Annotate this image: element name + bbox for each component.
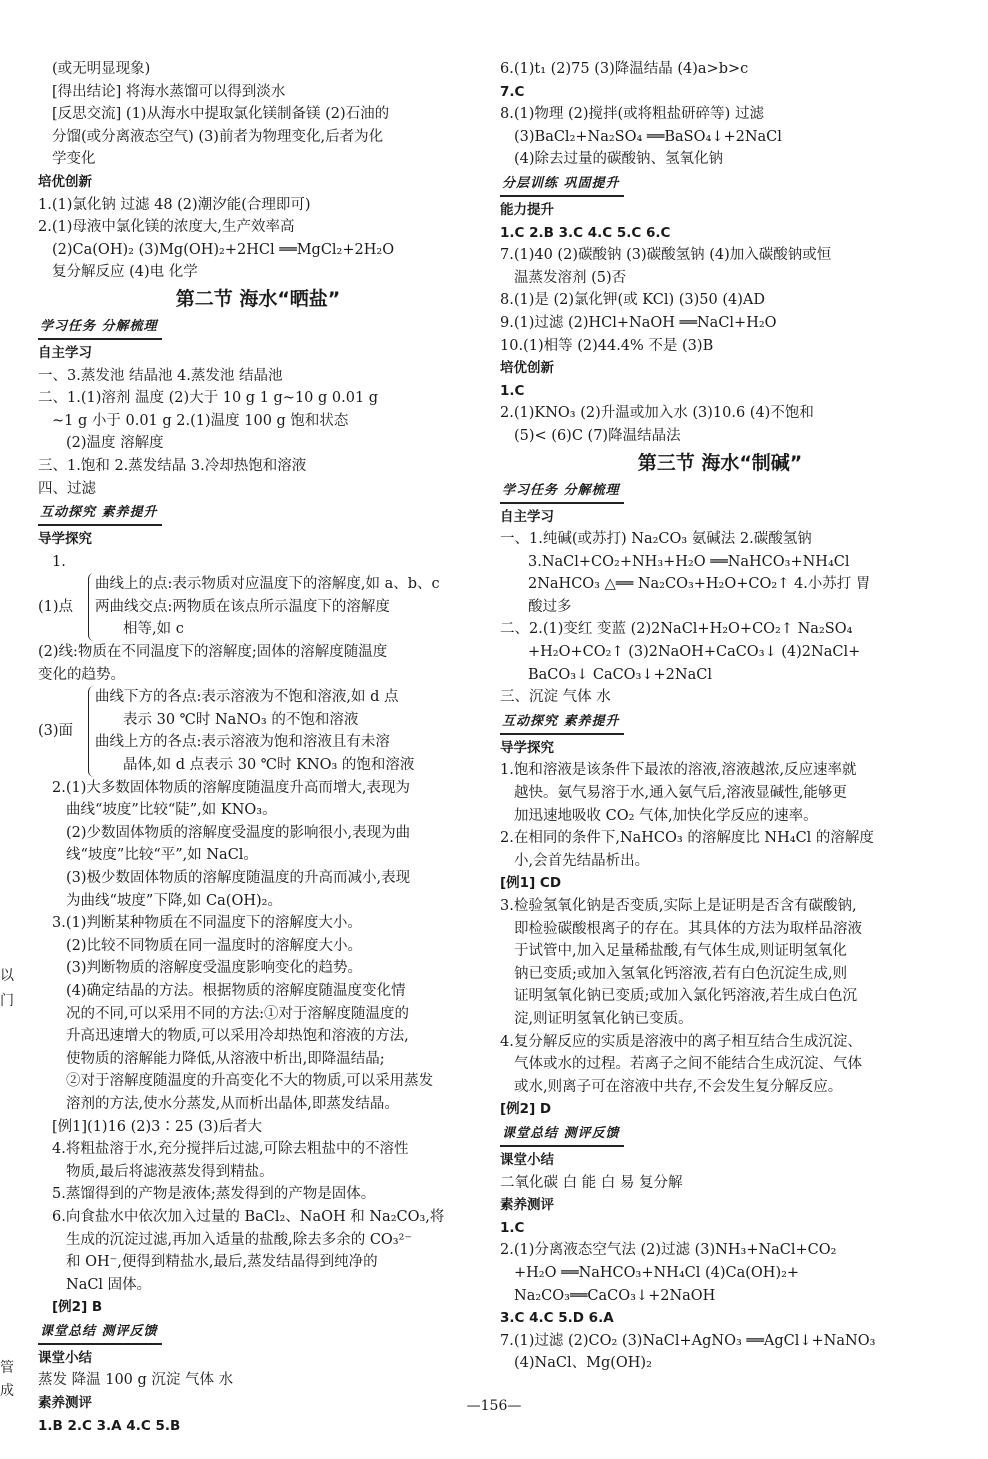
text-line: (或无明显现象): [52, 61, 151, 77]
edge-char: 成: [0, 1383, 14, 1399]
brace-body: [88, 573, 440, 641]
text-line: 3.NaCl+CO₂+NH₃+H₂O ══NaHCO₃+NH₄Cl: [528, 553, 850, 570]
section-banner: 课堂总结 测评反馈: [38, 1322, 162, 1345]
text-line: 3.(1)判断某种物质在不同温度下的溶解度大小。: [52, 915, 362, 932]
text-line: 1.C: [500, 382, 525, 399]
edge-char: 以: [0, 968, 14, 984]
brace-label: (1)点: [38, 598, 74, 615]
section-banner: 互动探究 素养提升: [500, 712, 624, 735]
text-line: 气体或水的过程。若离子之间不能结合生成沉淀、气体: [514, 1056, 862, 1073]
text-line: 5.蒸馏得到的产物是液体;蒸发得到的产物是固体。: [52, 1186, 376, 1203]
section-banner: 学习任务 分解梳理: [38, 317, 162, 340]
edge-char: 门: [0, 993, 14, 1009]
section-heading: 自主学习: [500, 508, 554, 525]
text-line: 越快。氨气易溶于水,通入氨气后,溶液显碱性,能够更: [514, 785, 847, 802]
section-title: 第二节 海水“晒盐”: [175, 287, 341, 310]
section-heading: 培优创新: [38, 173, 92, 190]
text-line: (3)判断物质的溶解度受温度影响变化的趋势。: [66, 960, 363, 977]
text-line: 变化的趋势。: [38, 666, 125, 683]
section-banner: 学习任务 分解梳理: [500, 481, 624, 504]
text-line: 温蒸发溶剂 (5)否: [514, 269, 627, 286]
text-line: 升高迅速增大的物质,可以采用冷却热饱和溶液的方法,: [66, 1028, 409, 1045]
text-line: 况的不同,可以采用不同的方法:①对于溶解度随温度的: [66, 1005, 409, 1022]
text-line: 7.(1)40 (2)碳酸钠 (3)碳酸氢钠 (4)加入碳酸钠或恒: [500, 247, 832, 264]
text-line: (4)NaCl、Mg(OH)₂: [514, 1355, 652, 1372]
text-line: 晶体,如 d 点表示 30 ℃时 KNO₃ 的饱和溶液: [123, 757, 415, 774]
text-line: 二氧化碳 白 能 白 易 复分解: [500, 1174, 683, 1191]
text-line: 2.在相同的条件下,NaHCO₃ 的溶解度比 NH₄Cl 的溶解度: [500, 830, 874, 847]
text-line: 和 OH⁻,便得到精盐水,最后,蒸发结晶得到纯净的: [66, 1254, 378, 1271]
text-line: 7.(1)过滤 (2)CO₂ (3)NaCl+AgNO₃ ══AgCl↓+NaNO₃: [500, 1332, 876, 1349]
text-line: 一、1.纯碱(或苏打) Na₂CO₃ 氨碱法 2.碳酸氢钠: [500, 531, 812, 548]
text-line: 3.C 4.C 5.D 6.A: [500, 1310, 614, 1327]
page-number: —156—: [466, 1398, 522, 1414]
text-line: (5)< (6)C (7)降温结晶法: [514, 427, 681, 444]
section-banner: 课堂总结 测评反馈: [500, 1124, 624, 1147]
right-column: [500, 58, 940, 1375]
section-title: 第三节 海水“制碱”: [637, 451, 803, 474]
text-line: +H₂O ══NaHCO₃+NH₄Cl (4)Ca(OH)₂+: [514, 1264, 800, 1281]
text-line: 8.(1)物理 (2)搅拌(或将粗盐研碎等) 过滤: [500, 106, 764, 123]
section-heading: 课堂小结: [500, 1151, 554, 1168]
section-heading: 素养测评: [38, 1395, 92, 1412]
text-line: 溶剂的方法,使水分蒸发,从而析出晶体,即蒸发结晶。: [66, 1095, 399, 1112]
text-line: 4.复分解反应的实质是溶液中的离子相互结合生成沉淀、: [500, 1033, 862, 1050]
section-heading: 自主学习: [38, 344, 92, 361]
text-line: 学变化: [52, 151, 96, 168]
text-line: 线“坡度”比较“平”,如 NaCl。: [66, 847, 258, 864]
text-line: 曲线下方的各点:表示溶液为不饱和溶液,如 d 点: [95, 689, 399, 706]
text-line: +H₂O+CO₂↑ (3)2NaOH+CaCO₃↓ (4)2NaCl+: [528, 644, 861, 661]
text-line: NaCl 固体。: [66, 1276, 152, 1293]
text-line: 7.C: [500, 83, 525, 100]
text-line: (2)温度 溶解度: [66, 435, 164, 452]
text-line: 或水,则离子可在溶液中共存,不会发生复分解反应。: [514, 1078, 843, 1095]
text-line: 8.(1)是 (2)氯化钾(或 KCl) (3)50 (4)AD: [500, 292, 765, 309]
text-line: 二、1.(1)溶剂 温度 (2)大于 10 g 1 g~10 g 0.01 g: [38, 390, 379, 407]
text-line: 蒸发 降温 100 g 沉淀 气体 水: [38, 1372, 234, 1389]
text-line: 2.(1)母液中氯化镁的浓度大,生产效率高: [38, 219, 295, 236]
text-line: 1.B 2.C 3.A 4.C 5.B: [38, 1417, 181, 1434]
example-answer: [例1](1)16 (2)3∶25 (3)后者大: [52, 1118, 263, 1135]
text-line: (2)少数固体物质的溶解度受温度的影响很小,表现为曲: [66, 824, 411, 841]
text-line: 1.C: [500, 1219, 525, 1236]
section-heading: 素养测评: [500, 1197, 554, 1214]
text-line: 4.将粗盐溶于水,充分搅拌后过滤,可除去粗盐中的不溶性: [52, 1141, 409, 1158]
text-line: 10.(1)相等 (2)44.4% 不是 (3)B: [500, 337, 714, 354]
text-line: 两曲线交点:两物质在该点所示温度下的溶解度: [95, 598, 390, 615]
text-line: 四、过滤: [38, 480, 96, 497]
section-heading: 导学探究: [500, 739, 554, 756]
text-line: 淀,则证明氢氧化钠已变质。: [514, 1010, 693, 1027]
text-line: 三、沉淀 气体 水: [500, 689, 611, 706]
text-line: (2)线:物质在不同温度下的溶解度;固体的溶解度随温度: [38, 644, 388, 661]
text-line: 相等,如 c: [123, 621, 184, 638]
section-heading: 课堂小结: [38, 1349, 92, 1366]
text-line: 2.(1)大多数固体物质的溶解度随温度升高而增大,表现为: [52, 779, 410, 796]
section-banner: 互动探究 素养提升: [38, 503, 162, 526]
example-answer: [例1] CD: [500, 875, 562, 892]
text-line: (2)Ca(OH)₂ (3)Mg(OH)₂+2HCl ══MgCl₂+2H₂O: [52, 241, 395, 258]
text-line: 6.向食盐水中依次加入过量的 BaCl₂、NaOH 和 Na₂CO₃,将: [52, 1208, 445, 1225]
text-line: 曲线上方的各点:表示溶液为饱和溶液且有未溶: [95, 734, 390, 751]
text-line: 小,会首先结晶析出。: [514, 852, 650, 869]
text-line: ②对于溶解度随温度的升高变化不大的物质,可以采用蒸发: [66, 1073, 434, 1090]
text-line: 2.(1)KNO₃ (2)升温或加入水 (3)10.6 (4)不饱和: [500, 405, 814, 422]
section-heading: 导学探究: [38, 531, 92, 548]
text-line: [得出结论] 将海水蒸馏可以得到淡水: [52, 83, 286, 100]
text-line: 3.检验氢氧化钠是否变质,实际上是证明是否含有碳酸钠,: [500, 898, 857, 914]
section-heading: 培优创新: [500, 360, 554, 377]
text-line: Na₂CO₃══CaCO₃↓+2NaOH: [514, 1287, 716, 1304]
text-line: (2)比较不同物质在同一温度时的溶解度大小。: [66, 937, 363, 954]
text-line: 即检验碳酸根离子的存在。其具体的方法为取样品溶液: [514, 920, 862, 937]
text-line: 曲线上的点:表示物质对应温度下的溶解度,如 a、b、c: [95, 576, 440, 593]
edge-char: 管: [0, 1360, 14, 1376]
section-heading: 能力提升: [500, 201, 554, 218]
text-line: 1.: [52, 553, 66, 570]
text-line: 三、1.饱和 2.蒸发结晶 3.冷却热饱和溶液: [38, 457, 307, 474]
brace-block: [38, 686, 478, 776]
text-line: (4)除去过量的碳酸钠、氢氧化钠: [514, 151, 724, 168]
left-column: [38, 58, 478, 1437]
text-line: 1.(1)氯化钠 过滤 48 (2)潮汐能(合理即可): [38, 196, 311, 213]
brace-label: (3)面: [38, 723, 74, 740]
text-line: [反思交流] (1)从海水中提取氯化镁制备镁 (2)石油的: [52, 106, 390, 123]
text-line: 6.(1)t₁ (2)75 (3)降温结晶 (4)a>b>c: [500, 61, 749, 77]
text-line: 2.(1)分离液态空气法 (2)过滤 (3)NH₃+NaCl+CO₂: [500, 1242, 837, 1259]
text-line: 物质,最后将滤液蒸发得到精盐。: [66, 1163, 274, 1180]
text-line: ~1 g 小于 0.01 g 2.(1)温度 100 g 饱和状态: [52, 412, 349, 429]
text-line: 二、2.(1)变红 变蓝 (2)2NaCl+H₂O+CO₂↑ Na₂SO₄: [500, 621, 853, 638]
text-line: 分馏(或分离液态空气) (3)前者为物理变化,后者为化: [52, 128, 384, 145]
brace-block: [38, 573, 478, 641]
text-line: 9.(1)过滤 (2)HCl+NaOH ══NaCl+H₂O: [500, 314, 777, 331]
text-line: 一、3.蒸发池 结晶池 4.蒸发池 结晶池: [38, 367, 283, 384]
text-line: 表示 30 ℃时 NaNO₃ 的不饱和溶液: [123, 711, 359, 728]
text-line: 生成的沉淀过滤,再加入适量的盐酸,除去多余的 CO₃²⁻: [66, 1231, 413, 1248]
text-line: 使物质的溶解能力降低,从溶液中析出,即降温结晶;: [66, 1050, 385, 1067]
text-line: 2NaHCO₃ △══ Na₂CO₃+H₂O+CO₂↑ 4.小苏打 胃: [528, 576, 871, 593]
text-line: (3)极少数固体物质的溶解度随温度的升高而减小,表现: [66, 870, 411, 886]
brace-body: [88, 686, 414, 776]
text-line: BaCO₃↓ CaCO₃↓+2NaCl: [528, 666, 712, 683]
text-line: 为曲线“坡度”下降,如 Ca(OH)₂。: [66, 892, 282, 909]
text-line: 曲线“坡度”比较“陡”,如 KNO₃。: [66, 802, 277, 819]
text-line: 1.C 2.B 3.C 4.C 5.C 6.C: [500, 224, 671, 241]
text-line: 1.饱和溶液是该条件下最浓的溶液,溶液越浓,反应速率就: [500, 762, 857, 779]
text-line: 复分解反应 (4)电 化学: [52, 264, 198, 281]
text-line: (4)确定结晶的方法。根据物质的溶解度随温度变化情: [66, 982, 406, 999]
text-line: (3)BaCl₂+Na₂SO₄ ══BaSO₄↓+2NaCl: [514, 128, 782, 145]
text-line: 加迅速地吸收 CO₂ 气体,加快化学反应的速率。: [514, 807, 818, 824]
example-answer: [例2] D: [500, 1101, 552, 1118]
text-line: 钠已变质;或加入氢氧化钙溶液,若有白色沉淀生成,则: [514, 965, 848, 982]
text-line: 证明氢氧化钠已变质;或加入氯化钙溶液,若生成白色沉: [514, 988, 857, 1005]
text-line: 酸过多: [528, 598, 572, 615]
text-line: 于试管中,加入足量稀盐酸,有气体生成,则证明氢氧化: [514, 943, 847, 960]
section-banner: 分层训练 巩固提升: [500, 174, 624, 197]
example-answer: [例2] B: [52, 1299, 103, 1316]
